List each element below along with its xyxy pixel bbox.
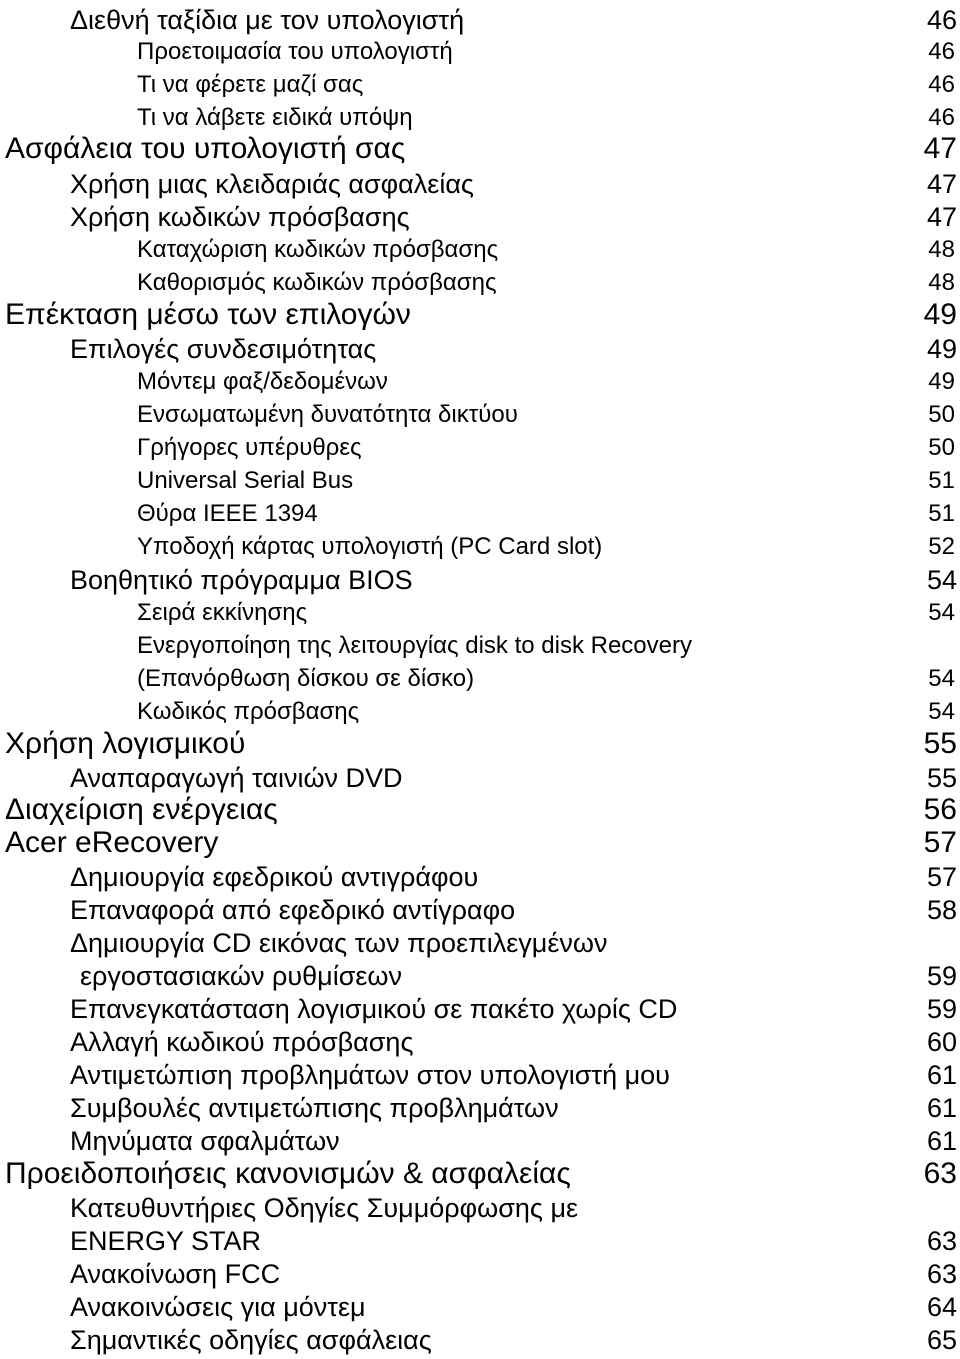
toc-entry-page: 51: [928, 467, 955, 494]
toc-entry[interactable]: [70, 989, 957, 1023]
toc-entry-page: 61: [926, 1093, 957, 1123]
toc-entry-page: 54: [928, 665, 955, 692]
toc-entry[interactable]: [70, 1320, 957, 1354]
toc-entry-title: Ενσωματωμένη δυνατότητα δικτύου: [137, 401, 518, 428]
toc-entry-title: Διεθνή ταξίδια με τον υπολογιστή: [70, 5, 465, 35]
toc-entry-page: 63: [923, 1157, 957, 1190]
toc-entry-title: (Επανόρθωση δίσκου σε δίσκο): [137, 665, 475, 692]
toc-entry[interactable]: [70, 560, 957, 594]
toc-entry[interactable]: [70, 1022, 957, 1056]
toc-entry[interactable]: [70, 890, 957, 924]
toc-entry-title: Θύρα IEEE 1394: [137, 500, 318, 527]
toc-entry-title: Προετοιμασία του υπολογιστή: [137, 38, 453, 65]
toc-entry-page: 48: [928, 269, 955, 296]
toc-entry-title: Αντιμετώπιση προβλημάτων στον υπολογιστή μου: [70, 1060, 670, 1090]
toc-entry[interactable]: [5, 1155, 957, 1189]
toc-entry-page: 48: [928, 236, 955, 263]
toc-entry[interactable]: [5, 296, 957, 330]
toc-entry[interactable]: [5, 824, 957, 858]
toc-entry-title: Κωδικός πρόσβασης: [137, 698, 360, 725]
toc-entry[interactable]: [70, 0, 957, 34]
toc-entry-page: 59: [926, 994, 957, 1024]
toc-entry-title: Δημιουργία εφεδρικού αντιγράφου: [70, 862, 479, 892]
toc-entry-page: 63: [926, 1226, 957, 1256]
toc-entry-title: Χρήση λογισμικού: [5, 727, 246, 760]
toc-entry-page: 50: [928, 434, 955, 461]
toc-entry-page: 47: [926, 202, 957, 232]
toc-entry-page: 49: [926, 334, 957, 364]
toc-entry[interactable]: [137, 459, 955, 493]
toc-entry-page: 49: [923, 298, 957, 331]
toc-entry-title: Σημαντικές οδηγίες ασφάλειας: [70, 1325, 432, 1355]
toc-entry-title: Δημιουργία CD εικόνας των προεπιλεγμένων: [70, 928, 608, 958]
toc-entry-title: Υποδοχή κάρτας υπολογιστή (PC Card slot): [137, 533, 603, 560]
toc-entry-title: Καθορισμός κωδικών πρόσβασης: [137, 269, 497, 296]
toc-entry-title: Προειδοποιήσεις κανονισμών & ασφαλείας: [5, 1157, 571, 1190]
toc-entry-title: Γρήγορες υπέρυθρες: [137, 434, 362, 461]
toc-entry-title: Χρήση μιας κλειδαριάς ασφαλείας: [70, 169, 474, 199]
toc-entry-title: Αλλαγή κωδικού πρόσβασης: [70, 1027, 414, 1057]
toc-entry-page: 51: [928, 500, 955, 527]
toc-entry-title: Βοηθητικό πρόγραμμα BIOS: [70, 565, 413, 595]
toc-entry-page: 57: [923, 826, 957, 859]
toc-entry-title: Επαναφορά από εφεδρικό αντίγραφο: [70, 895, 516, 925]
toc-entry[interactable]: [70, 329, 957, 363]
toc-entry-title: Universal Serial Bus: [137, 467, 354, 494]
toc-entry-title: Επέκταση μέσω των επιλογών: [5, 298, 411, 331]
toc-entry-title: Επανεγκατάσταση λογισμικού σε πακέτο χωρίς CD: [70, 994, 678, 1024]
toc-entry-page: 55: [923, 727, 957, 760]
toc-entry-title: εργοστασιακών ρυθμίσεων: [80, 961, 402, 991]
toc-entry-page: 52: [928, 533, 955, 560]
toc-entry[interactable]: [137, 525, 955, 559]
toc-entry-title: Τι να λάβετε ειδικά υπόψη: [137, 104, 413, 131]
toc-entry-page: 61: [926, 1126, 957, 1156]
toc-entry-title: Χρήση κωδικών πρόσβασης: [70, 202, 410, 232]
toc-entry[interactable]: [70, 857, 957, 891]
toc-entry-title: Καταχώριση κωδικών πρόσβασης: [137, 236, 499, 263]
toc-entry-title: Μηνύματα σφαλμάτων: [70, 1126, 340, 1156]
toc-entry-page: 47: [923, 132, 957, 165]
toc-entry[interactable]: [70, 1055, 957, 1089]
toc-entry[interactable]: [137, 426, 955, 460]
toc-entry-page: 50: [928, 401, 955, 428]
toc-entry[interactable]: [70, 197, 957, 231]
toc-entry-page: 55: [926, 763, 957, 793]
toc-entry[interactable]: [137, 96, 955, 130]
toc-entry[interactable]: [137, 492, 955, 526]
toc-entry[interactable]: [137, 657, 955, 691]
toc-entry[interactable]: [70, 758, 957, 792]
toc-entry-page: 60: [926, 1027, 957, 1057]
toc-entry-page: 46: [928, 104, 955, 131]
toc-entry[interactable]: [70, 1221, 957, 1255]
toc-entry[interactable]: [70, 923, 957, 957]
toc-entry-title: Διαχείριση ενέργειας: [5, 793, 278, 826]
toc-entry-title: Συμβουλές αντιμετώπισης προβλημάτων: [70, 1093, 559, 1123]
toc-entry-page: 59: [926, 961, 957, 991]
toc-entry-page: 54: [928, 698, 955, 725]
toc-entry-title: Ανακοινώσεις για μόντεμ: [70, 1292, 366, 1322]
toc-entry-title: ENERGY STAR: [70, 1226, 262, 1256]
toc-entry[interactable]: [137, 63, 955, 97]
toc-entry-page: 46: [928, 38, 955, 65]
toc-entry[interactable]: [5, 725, 957, 759]
toc-entry-title: Ενεργοποίηση της λειτουργίας disk to disk Recovery: [137, 632, 692, 659]
toc-entry-page: 61: [926, 1060, 957, 1090]
toc-entry-title: Τι να φέρετε μαζί σας: [137, 71, 364, 98]
toc-entry[interactable]: [137, 591, 955, 625]
toc-entry-title: Ανακοίνωση FCC: [70, 1259, 281, 1289]
toc-entry-page: 54: [928, 599, 955, 626]
toc-entry[interactable]: [70, 1287, 957, 1321]
toc-entry[interactable]: [137, 228, 955, 262]
toc-entry[interactable]: [5, 130, 957, 164]
toc-entry[interactable]: [137, 30, 955, 64]
toc-entry[interactable]: [80, 956, 957, 990]
toc-entry-title: Σειρά εκκίνησης: [137, 599, 308, 626]
toc-entry[interactable]: [70, 1254, 957, 1288]
toc-entry-page: 54: [926, 565, 957, 595]
toc-entry[interactable]: [70, 1121, 957, 1155]
toc-entry[interactable]: [5, 791, 957, 825]
toc-entry-page: 56: [923, 793, 957, 826]
toc-entry[interactable]: [70, 164, 957, 198]
toc-entry-page: 57: [926, 862, 957, 892]
toc-entry[interactable]: [137, 393, 955, 427]
toc-entry-page: 64: [926, 1292, 957, 1322]
toc-entry-page: 49: [928, 368, 955, 395]
toc-entry-title: Acer eRecovery: [5, 826, 219, 859]
toc-entry-page: 46: [928, 71, 955, 98]
toc-entry[interactable]: [137, 360, 955, 394]
toc-entry[interactable]: [137, 261, 955, 295]
toc-entry-page: 65: [926, 1325, 957, 1355]
toc-entry-title: Μόντεμ φαξ/δεδομένων: [137, 368, 388, 395]
toc-entry-page: 58: [926, 895, 957, 925]
toc-entry-page: 63: [926, 1259, 957, 1289]
toc-entry-page: 46: [926, 5, 957, 35]
toc-entry[interactable]: [137, 624, 955, 658]
toc-entry[interactable]: [70, 1088, 957, 1122]
toc-entry[interactable]: [70, 1188, 957, 1222]
toc-entry-title: Κατευθυντήριες Οδηγίες Συμμόρφωσης με: [70, 1193, 579, 1223]
toc-entry-title: Αναπαραγωγή ταινιών DVD: [70, 763, 403, 793]
toc-entry-title: Επιλογές συνδεσιμότητας: [70, 334, 377, 364]
toc-entry[interactable]: [137, 690, 955, 724]
toc-entry-page: 47: [926, 169, 957, 199]
toc-entry-title: Ασφάλεια του υπολογιστή σας: [5, 132, 406, 165]
